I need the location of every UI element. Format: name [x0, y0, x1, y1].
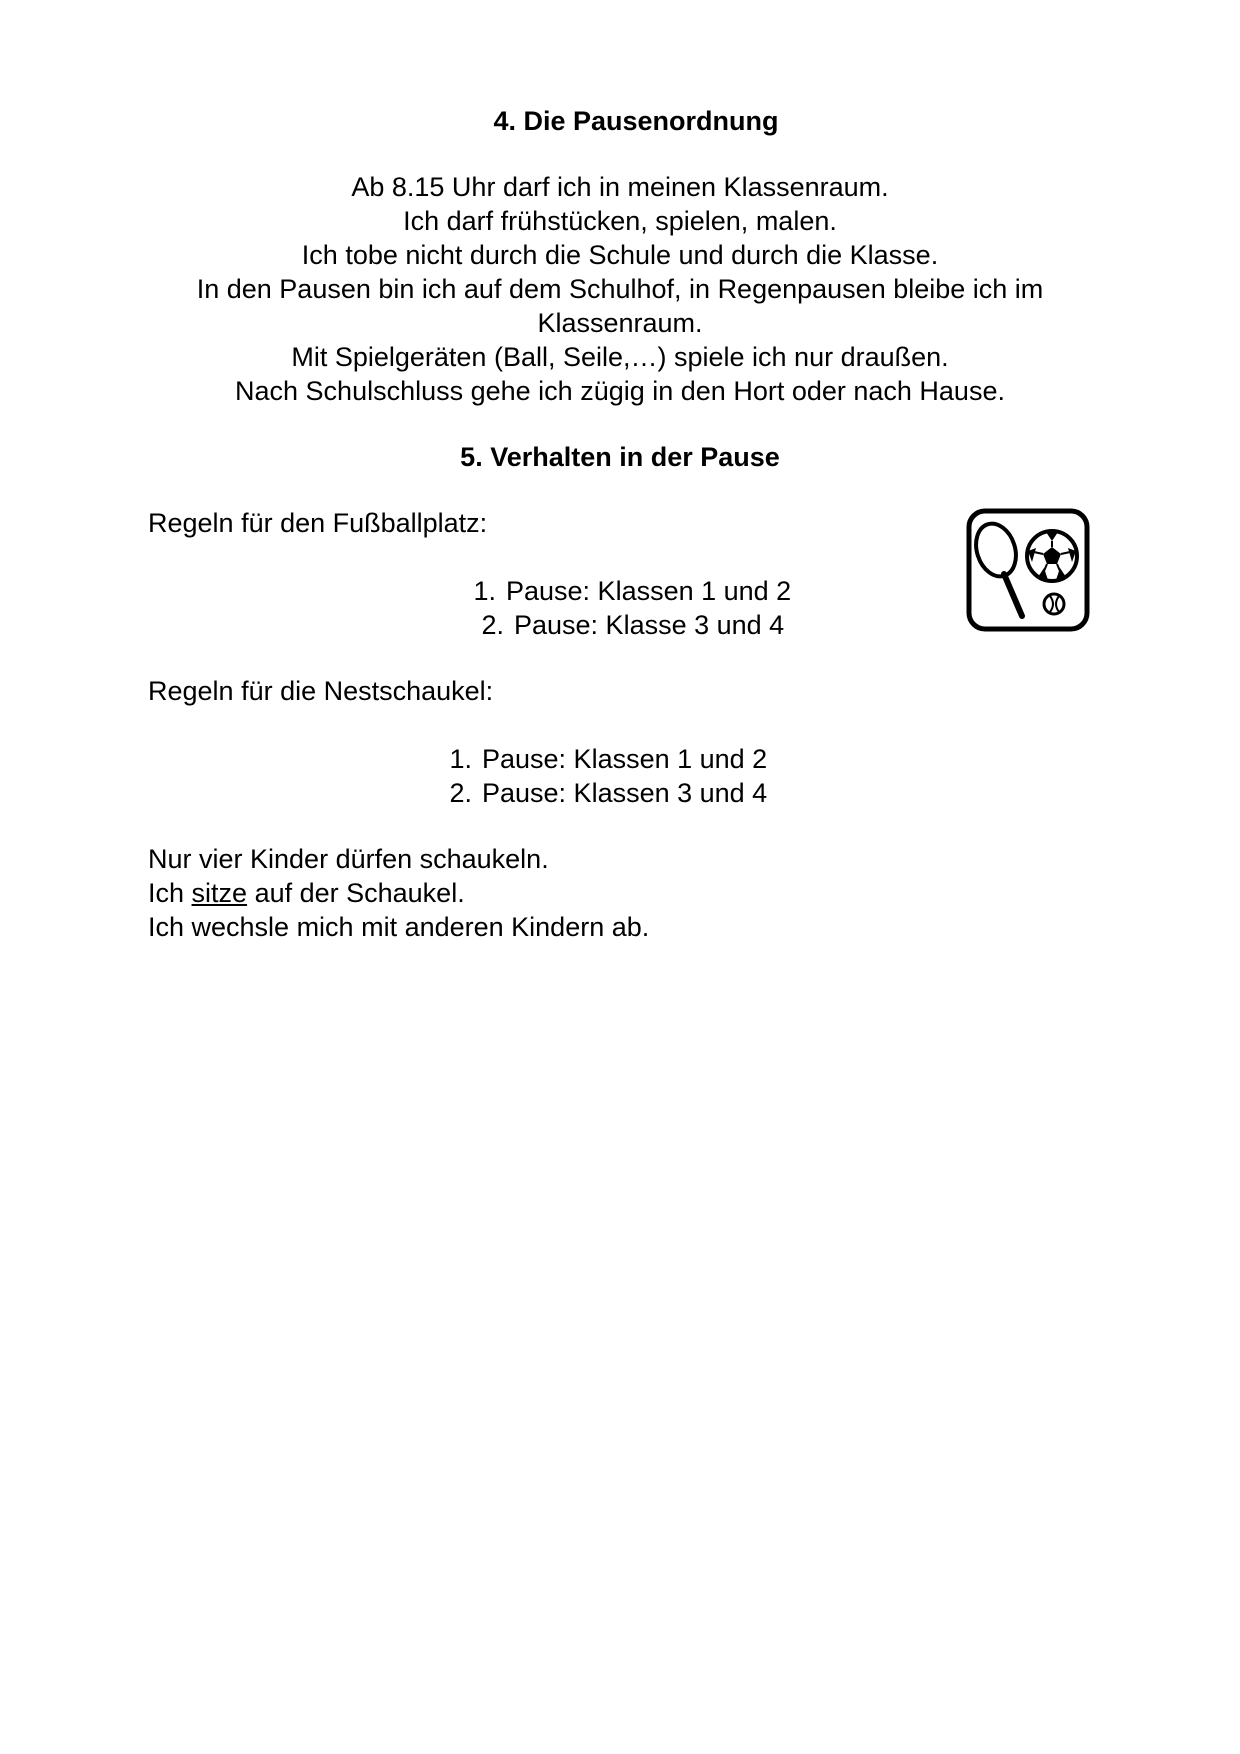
fussball-rules-list — [458, 574, 791, 642]
rule-line: Nur vier Kinder dürfen schaukeln. — [148, 844, 549, 874]
body-line: Ab 8.15 Uhr darf ich in meinen Klassenraum. — [351, 172, 889, 202]
rule-text: Ich — [148, 878, 192, 908]
list-number: 2. — [449, 778, 472, 808]
swing-rules — [148, 842, 649, 944]
body-line: Mit Spielgeräten (Ball, Seile,…) spiele ich nur draußen. — [291, 342, 949, 372]
list-item — [458, 608, 791, 642]
rule-text: auf der Schaukel. — [247, 878, 465, 908]
body-line: Ich tobe nicht durch die Schule und durch die Klasse. — [301, 240, 939, 270]
section-5-title: 5. Verhalten in der Pause — [460, 442, 780, 472]
list-item — [458, 574, 791, 608]
sports-racket-ball-icon — [966, 508, 1090, 632]
body-line: Ich darf frühstücken, spielen, malen. — [403, 206, 837, 236]
list-number: 1. — [473, 576, 496, 606]
section-4-body — [150, 170, 1090, 408]
list-text: Pause: Klassen 3 und 4 — [482, 778, 768, 808]
nestschaukel-rules-heading: Regeln für die Nestschaukel: — [148, 676, 494, 706]
list-number: 1. — [449, 744, 472, 774]
list-text: Pause: Klassen 1 und 2 — [482, 744, 768, 774]
body-line: In den Pausen bin ich auf dem Schulhof, in Regenpausen bleibe ich im — [196, 274, 1044, 304]
underlined-word: sitze — [191, 878, 248, 908]
list-text: Pause: Klasse 3 und 4 — [514, 610, 785, 640]
list-item — [434, 742, 767, 776]
rule-line — [148, 876, 649, 910]
nestschaukel-rules-list — [434, 742, 767, 810]
section-4-title: 4. Die Pausenordnung — [493, 106, 779, 136]
body-line: Nach Schulschluss gehe ich zügig in den Hort oder nach Hause. — [235, 376, 1005, 406]
rule-line: Ich wechsle mich mit anderen Kindern ab. — [148, 912, 650, 942]
list-text: Pause: Klassen 1 und 2 — [506, 576, 792, 606]
body-line: Klassenraum. — [537, 308, 703, 338]
list-number: 2. — [481, 610, 504, 640]
list-item — [434, 776, 767, 810]
fussball-rules-heading: Regeln für den Fußballplatz: — [148, 508, 488, 538]
